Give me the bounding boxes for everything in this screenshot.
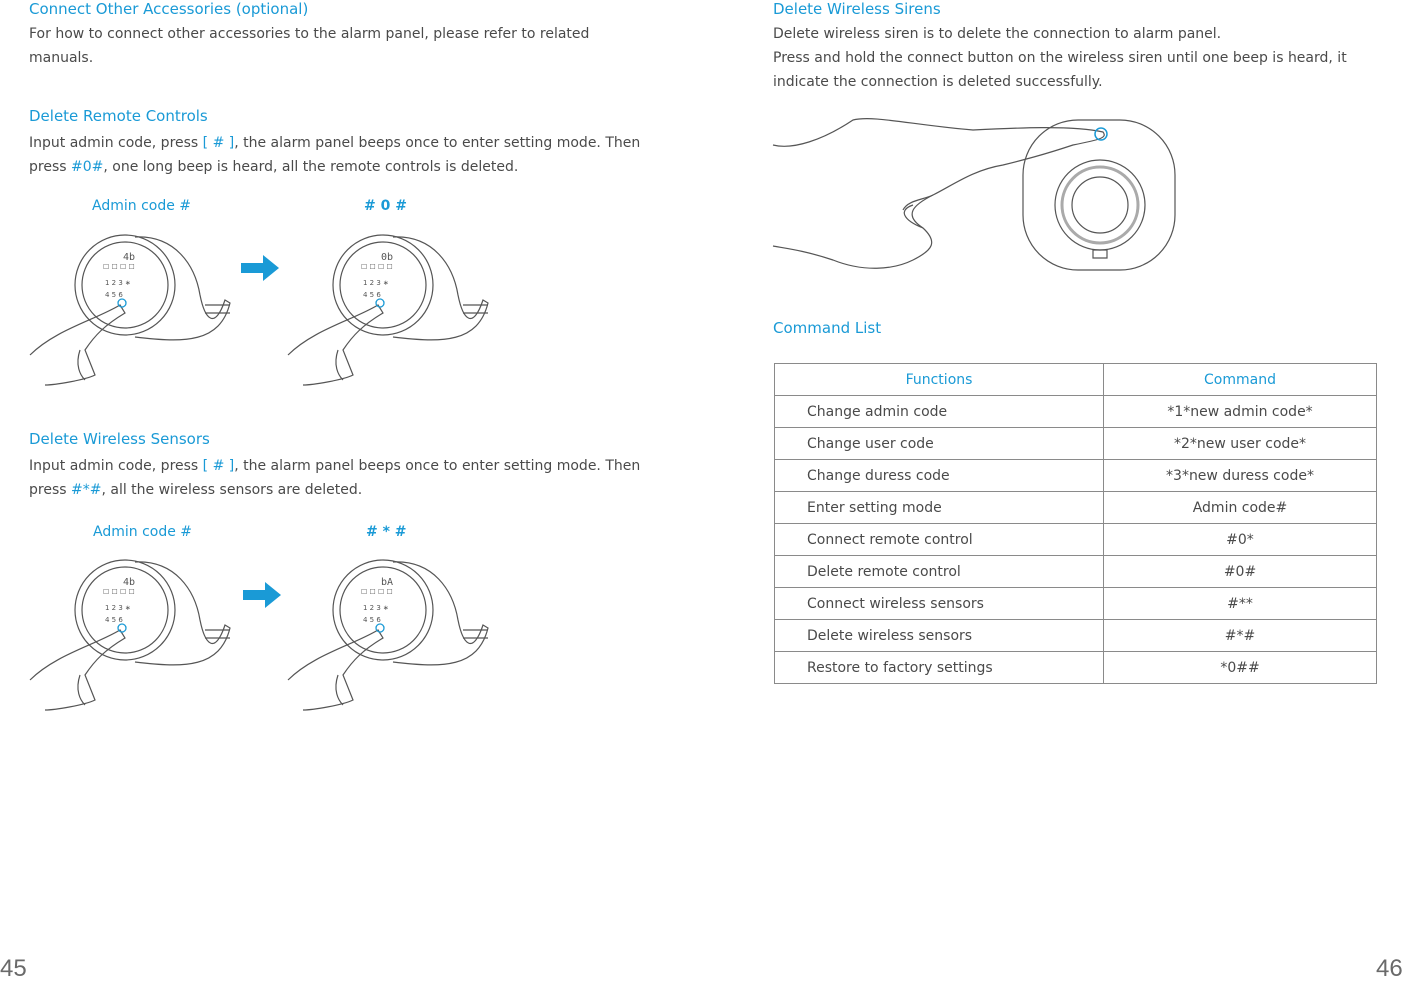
table-row <box>775 620 1377 652</box>
table-row <box>775 652 1377 684</box>
command-cell: #0# <box>1104 556 1377 588</box>
function-cell: Change duress code <box>775 460 1104 492</box>
panel-display-text: 0b <box>381 252 394 263</box>
remote-caption-admin: Admin code # <box>92 198 192 214</box>
svg-text:☐ ☐ ☐ ☐: ☐ ☐ ☐ ☐ <box>361 263 393 271</box>
command-cell: #0* <box>1104 524 1377 556</box>
wireless-sirens-body <box>773 22 1393 94</box>
command-table <box>774 363 1377 684</box>
function-cell: Connect remote control <box>775 524 1104 556</box>
command-cell: *0## <box>1104 652 1377 684</box>
wireless-sensors-line1: Input admin code, press [ # ], the alarm panel beeps once to enter setting mode. Then <box>29 458 641 474</box>
svg-text:1 2 3 ∗: 1 2 3 ∗ <box>363 279 389 287</box>
svg-text:4 5 6: 4 5 6 <box>105 616 123 624</box>
svg-text:4 5 6: 4 5 6 <box>363 291 381 299</box>
accessories-body-line1: For how to connect other accessories to the alarm panel, please refer to related <box>29 26 590 42</box>
table-row <box>775 428 1377 460</box>
wireless-sirens-title: Delete Wireless Sirens <box>773 0 941 18</box>
table-row <box>775 492 1377 524</box>
page-number-right: 46 <box>1376 955 1403 982</box>
remote-controls-line2: press #0#, one long beep is heard, all the remote controls is deleted. <box>29 159 519 175</box>
table-header-row <box>775 364 1377 396</box>
wireless-sensors-title: Delete Wireless Sensors <box>29 430 210 448</box>
sensors-caption-command: # * # <box>366 524 407 540</box>
panel-display-text: 4b <box>123 577 136 588</box>
command-list-title: Command List <box>773 319 882 337</box>
sensors-caption-admin: Admin code # <box>93 524 193 540</box>
svg-text:4 5 6: 4 5 6 <box>105 291 123 299</box>
alarm-panel-illustration <box>283 225 498 390</box>
table-row <box>775 588 1377 620</box>
table-row <box>775 460 1377 492</box>
alarm-panel-illustration <box>25 550 240 715</box>
panel-display-text: bA <box>381 577 394 588</box>
panel-display-text: 4b <box>123 252 136 263</box>
command-cell: *3*new duress code* <box>1104 460 1377 492</box>
right-arrow-icon <box>241 255 279 281</box>
remote-controls-line1: Input admin code, press [ # ], the alarm panel beeps once to enter setting mode. Then <box>29 135 641 151</box>
svg-text:1 2 3 ∗: 1 2 3 ∗ <box>105 279 131 287</box>
svg-text:1 2 3 ∗: 1 2 3 ∗ <box>363 604 389 612</box>
function-cell: Delete wireless sensors <box>775 620 1104 652</box>
accessories-title: Connect Other Accessories (optional) <box>29 0 309 18</box>
svg-text:☐ ☐ ☐ ☐: ☐ ☐ ☐ ☐ <box>361 588 393 596</box>
accessories-body-line2: manuals. <box>29 50 94 66</box>
accessories-body <box>29 22 649 70</box>
command-cell: #** <box>1104 588 1377 620</box>
command-cell: *1*new admin code* <box>1104 396 1377 428</box>
table-row <box>775 524 1377 556</box>
command-cell: #*# <box>1104 620 1377 652</box>
key-hash: [ # ] <box>202 135 235 151</box>
table-row <box>775 396 1377 428</box>
key-hash: [ # ] <box>202 458 235 474</box>
delete-remote-code: #0# <box>71 159 104 175</box>
svg-text:☐ ☐ ☐ ☐: ☐ ☐ ☐ ☐ <box>103 588 135 596</box>
command-cell: Admin code# <box>1104 492 1377 524</box>
wireless-sensors-body <box>29 454 669 502</box>
alarm-panel-illustration <box>25 225 240 390</box>
function-cell: Enter setting mode <box>775 492 1104 524</box>
delete-sensors-code: #*# <box>71 482 102 498</box>
function-cell: Delete remote control <box>775 556 1104 588</box>
column-header-functions: Functions <box>775 364 1104 396</box>
siren-illustration <box>773 110 1183 280</box>
wireless-sensors-line2: press #*#, all the wireless sensors are deleted. <box>29 482 363 498</box>
function-cell: Change user code <box>775 428 1104 460</box>
page-number-left: 45 <box>0 955 27 982</box>
right-arrow-icon <box>243 582 281 608</box>
svg-text:☐ ☐ ☐ ☐: ☐ ☐ ☐ ☐ <box>103 263 135 271</box>
table-row <box>775 556 1377 588</box>
remote-caption-command: # 0 # <box>364 198 407 214</box>
remote-controls-title: Delete Remote Controls <box>29 107 208 125</box>
column-header-command: Command <box>1104 364 1377 396</box>
function-cell: Restore to factory settings <box>775 652 1104 684</box>
wireless-sirens-line3: indicate the connection is deleted successfully. <box>773 74 1103 90</box>
remote-controls-body <box>29 131 669 179</box>
wireless-sirens-line1: Delete wireless siren is to delete the connection to alarm panel. <box>773 26 1222 42</box>
svg-text:4 5 6: 4 5 6 <box>363 616 381 624</box>
wireless-sirens-line2: Press and hold the connect button on the wireless siren until one beep is heard, it <box>773 50 1347 66</box>
function-cell: Connect wireless sensors <box>775 588 1104 620</box>
function-cell: Change admin code <box>775 396 1104 428</box>
alarm-panel-illustration <box>283 550 498 715</box>
command-cell: *2*new user code* <box>1104 428 1377 460</box>
svg-text:1 2 3 ∗: 1 2 3 ∗ <box>105 604 131 612</box>
